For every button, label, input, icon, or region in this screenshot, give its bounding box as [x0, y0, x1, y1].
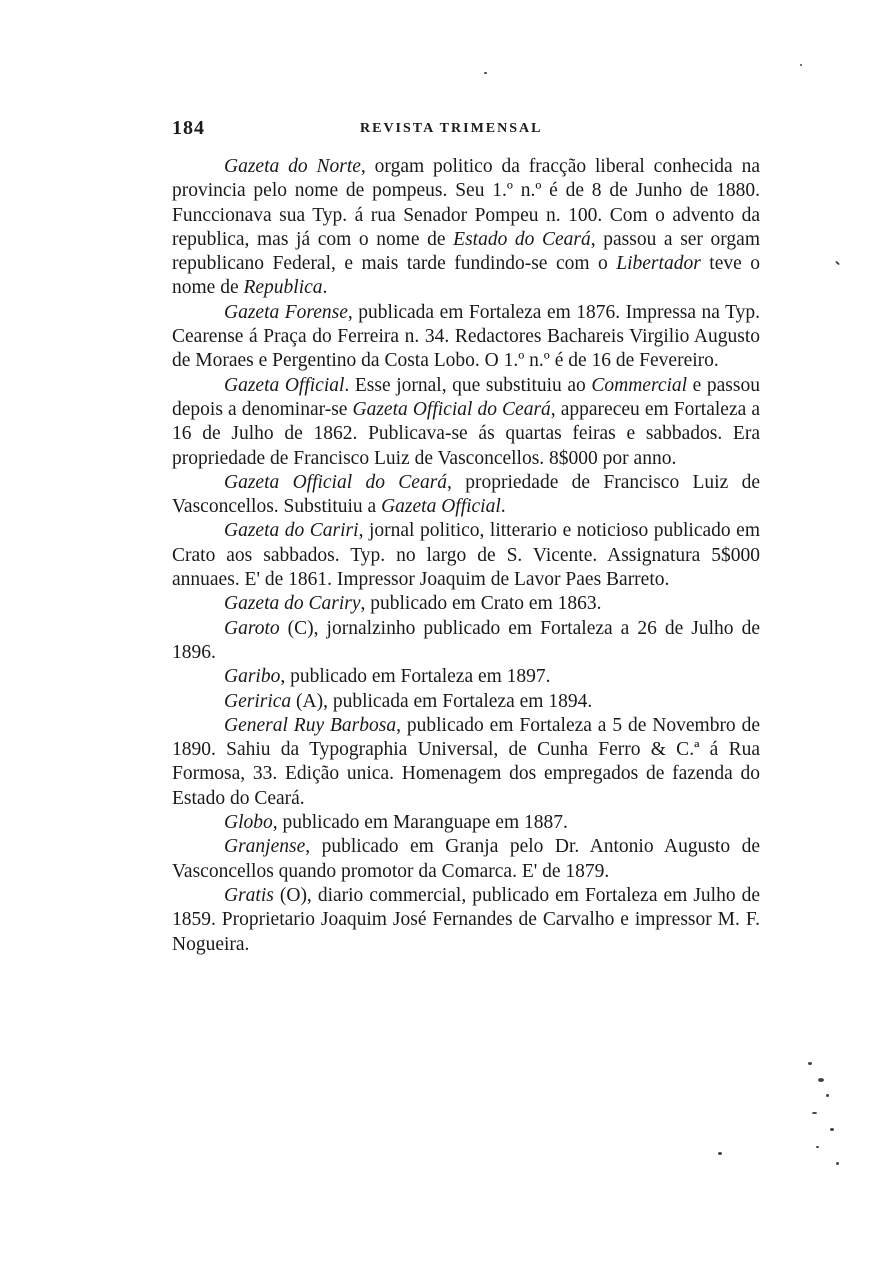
- scan-speck: [808, 1062, 812, 1065]
- scan-speck: [800, 64, 802, 66]
- entry-text: , publicado em Crato em 1863.: [360, 593, 602, 615]
- entry-text: , appareceu em Fortaleza a 16 de Julho de 1862. Publicava-se ás quartas feiras e sabbados. Era propriedade de Francisco Luiz de Vasconcellos. 8$000 por anno.: [172, 398, 760, 469]
- italic-title: Gazeta Official do Ceará: [352, 398, 551, 420]
- entry-paragraph: [172, 519, 760, 592]
- entry-paragraph: [172, 884, 760, 957]
- entry-text: (O), diario commercial, publicado em Fortaleza em Julho de 1859. Proprietario Joaquim José Fernandes de Carvalho e impressor M. F. Nogueira.: [172, 884, 760, 955]
- scan-speck: [718, 1152, 722, 1155]
- scan-speck: [812, 1112, 817, 1114]
- italic-title: Garibo: [224, 666, 281, 688]
- scan-speck: [484, 72, 487, 74]
- entry-paragraph: [172, 592, 760, 616]
- entry-text: , passou a ser orgam republicano Federal, e mais tarde fundindo-se com o: [172, 228, 760, 275]
- entry-text: , publicado em Granja pelo Dr. Antonio Augusto de Vasconcellos quando promotor da Comarca. E' de 1879.: [172, 836, 760, 882]
- italic-title: Gazeta do Cariry: [224, 593, 361, 615]
- italic-title: Gazeta Forense: [224, 301, 348, 323]
- italic-title: Commercial: [591, 374, 688, 396]
- scan-speck: [818, 1078, 824, 1082]
- italic-title: Granjense: [224, 836, 306, 858]
- entry-paragraph: [172, 835, 760, 884]
- page-number: 184: [172, 117, 205, 139]
- scan-speck: [826, 1094, 829, 1097]
- entry-text: , propriedade de Francisco Luiz de Vasconcellos. Substituiu a: [172, 471, 760, 518]
- entry-paragraph: [172, 374, 760, 471]
- italic-title: Gazeta Official: [381, 496, 501, 518]
- entry-text: e passou depois a denominar-se: [172, 374, 760, 420]
- scan-speck: [816, 1146, 819, 1148]
- entry-text: , jornal politico, litterario e noticioso publicado em Crato aos sabbados. Typ. no largo de S. Vicente. Assignatura 5$000 annuaes. E' de 1861. Impressor Joaquim de Lavor Paes Barreto.: [172, 520, 761, 591]
- entry-paragraph: [172, 301, 760, 374]
- entry-text: (A), publicada em Fortaleza em 1894.: [291, 690, 593, 712]
- entry-text: .: [322, 277, 328, 299]
- italic-title: Geririca: [224, 690, 292, 712]
- entry-paragraph: [172, 690, 760, 714]
- entry-text: , orgam politico da fracção liberal conhecida na provincia pelo nome de pompeus. Seu 1.º n.º é de 8 de Junho de 1880. Funccionava sua Typ. á rua Senador Pompeu n. 100. Com o advento da republica, mas já com o nome de: [172, 156, 760, 250]
- entry-text: , publicado em Fortaleza a 5 de Novembro de 1890. Sahiu da Typographia Universal, de Cunha Ferro & C.ª á Rua Formosa, 33. Edição unica. Homenagem dos empregados de fazenda do Estado do Ceará.: [172, 714, 760, 809]
- scan-speck: [835, 261, 840, 266]
- entry-paragraph: [172, 471, 760, 520]
- italic-title: General Ruy Barbosa: [224, 714, 397, 736]
- italic-title: Gazeta Official: [224, 374, 345, 396]
- scan-speck: [830, 1128, 834, 1131]
- entry-text: , publicado em Maranguape em 1887.: [272, 812, 568, 834]
- italic-title: Globo: [224, 812, 273, 834]
- entry-paragraph: [172, 665, 760, 689]
- italic-title: Estado do Ceará: [453, 228, 591, 250]
- entry-text: . Esse jornal, que substituiu ao: [344, 374, 592, 396]
- entry-text: .: [500, 496, 506, 518]
- italic-title: Garoto: [224, 617, 280, 639]
- page-header: [172, 117, 762, 141]
- scan-speck: [836, 1162, 839, 1165]
- italic-title: Gazeta Official do Ceará: [224, 471, 448, 493]
- entry-paragraph: [172, 155, 760, 301]
- entry-text: (C), jornalzinho publicado em Fortaleza a 26 de Julho de 1896.: [172, 617, 760, 663]
- italic-title: Republica: [243, 277, 323, 299]
- entry-paragraph: [172, 714, 760, 811]
- italic-title: Gratis: [224, 884, 274, 906]
- entry-list: [172, 155, 760, 957]
- entry-text: , publicado em Fortaleza em 1897.: [280, 666, 551, 688]
- italic-title: Gazeta do Cariri: [224, 520, 359, 542]
- italic-title: Gazeta do Norte: [224, 156, 361, 177]
- running-title: REVISTA TRIMENSAL: [360, 121, 543, 136]
- entry-text: , publicada em Fortaleza em 1876. Impressa na Typ. Cearense á Praça do Ferreira n. 34. Redactores Bachareis Virgilio Augusto de Moraes e Pergentino da Costa Lobo. O 1.º n.º é de 16 de Fevereiro.: [172, 301, 760, 372]
- italic-title: Libertador: [616, 253, 701, 275]
- entry-text: teve o nome de: [172, 253, 760, 299]
- entry-paragraph: [172, 617, 760, 666]
- entry-paragraph: [172, 811, 760, 835]
